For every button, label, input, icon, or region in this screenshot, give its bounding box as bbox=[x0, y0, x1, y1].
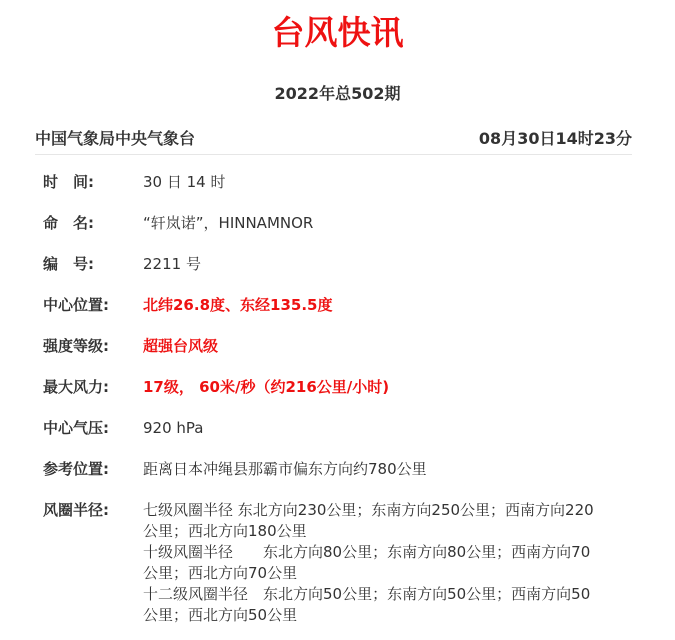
field-label: 中心气压: bbox=[43, 419, 109, 437]
field-row-time bbox=[43, 166, 643, 207]
field-label: 时 间: bbox=[43, 173, 94, 191]
field-row-center-position bbox=[43, 289, 643, 330]
field-row-max-wind bbox=[43, 371, 643, 412]
typhoon-info-list bbox=[43, 166, 643, 624]
field-value: 30 日 14 时 bbox=[143, 173, 226, 191]
issue-datetime: 08月30日14时23分 bbox=[478, 129, 632, 148]
field-value: 2211 号 bbox=[143, 255, 201, 273]
field-row-name bbox=[43, 207, 643, 248]
field-value: 北纬26.8度、东经135.5度 bbox=[143, 296, 333, 314]
field-row-wind-radius bbox=[43, 494, 643, 624]
issuing-organization: 中国气象局中央气象台 bbox=[35, 129, 196, 148]
issue-number: 2022年总502期 bbox=[274, 84, 401, 103]
field-label: 中心位置: bbox=[43, 296, 109, 314]
field-row-intensity bbox=[43, 330, 643, 371]
wind-radius-value bbox=[143, 500, 621, 626]
field-value: 920 hPa bbox=[143, 419, 204, 437]
field-label: 参考位置: bbox=[43, 460, 109, 478]
field-value: “轩岚诺”，HINNAMNOR bbox=[143, 214, 314, 232]
meta-bar bbox=[35, 124, 632, 155]
field-label: 最大风力: bbox=[43, 378, 109, 396]
field-value: 超强台风级 bbox=[143, 337, 219, 355]
bulletin-title: 台风快讯 bbox=[271, 13, 404, 52]
field-label: 编 号: bbox=[43, 255, 94, 273]
field-row-reference-position bbox=[43, 453, 643, 494]
wind-radius-line: 公里；西北方向180公里 bbox=[143, 522, 307, 540]
field-label: 强度等级: bbox=[43, 337, 109, 355]
field-row-number bbox=[43, 248, 643, 289]
wind-radius-line: 十二级风圈半径 东北方向50公里；东南方向50公里；西南方向50 bbox=[143, 585, 591, 603]
field-value: 17级， 60米/秒（约216公里/小时) bbox=[143, 378, 390, 396]
field-label: 风圈半径: bbox=[43, 501, 109, 519]
wind-radius-line: 公里；西北方向70公里 bbox=[143, 564, 298, 582]
wind-radius-line: 七级风圈半径 东北方向230公里；东南方向250公里；西南方向220 bbox=[143, 501, 594, 519]
field-label: 命 名: bbox=[43, 214, 94, 232]
field-row-pressure bbox=[43, 412, 643, 453]
field-value: 距离日本冲绳县那霸市偏东方向约780公里 bbox=[143, 460, 427, 478]
wind-radius-line: 公里；西北方向50公里 bbox=[143, 606, 298, 624]
wind-radius-line: 十级风圈半径 东北方向80公里；东南方向80公里；西南方向70 bbox=[143, 543, 591, 561]
